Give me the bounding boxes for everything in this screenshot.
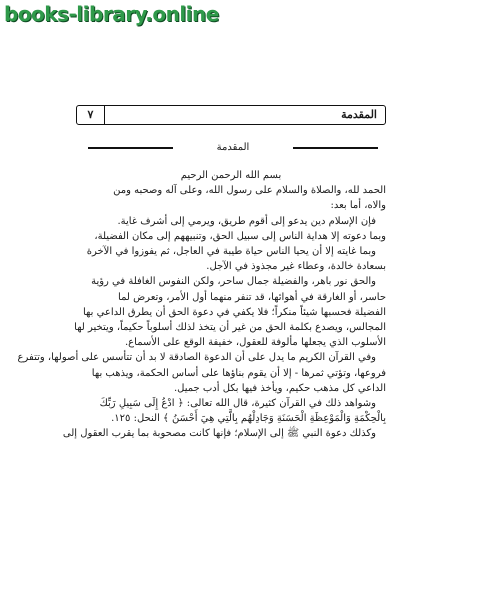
text-line: وبما دعوته إلا هداية الناس إلى سبيل الحق، وتنبيههم إلى مكان الفضيلة، bbox=[94, 230, 386, 242]
section-title: المقدمة bbox=[216, 142, 250, 153]
text-line: وكذلك دعوة النبي ﷺ إلى الإسلام؛ فإنها كانت مصحوبة بما يقرب العقول إلى bbox=[62, 428, 376, 440]
text-line: المجالس، ويصدع بكلمة الحق من غير أن يتخذ لذلك أسلوباً حكيماً، ويتخير لها bbox=[74, 322, 386, 334]
text-line: بسعادة خالدة، وعطاء غير مجذوذ في الآجل. bbox=[206, 261, 386, 273]
text-line: فإن الإسلام دين يدعو إلى أقوم طريق، ويرمي إلى أشرف غاية. bbox=[117, 215, 376, 227]
text-line: الحمد لله، والصلاة والسلام على رسول الله، وعلى آله وصحبه ومن bbox=[113, 185, 386, 197]
text-line: الأسلوب الذي يجعلها مألوفة للعقول، خفيفة الوقع على الأسماع. bbox=[125, 337, 386, 349]
text-line: والحق نور باهر، والفضيلة جمال ساحر، ولكن النفوس الغافلة في رؤية bbox=[91, 276, 376, 288]
section-heading bbox=[88, 141, 378, 155]
text-line: فروعها، وتؤتي ثمرها - إلا أن يقوم بناؤها على أساس الحكمة، ويذهب بها bbox=[91, 367, 386, 379]
body-text bbox=[17, 168, 386, 442]
basmala-line: بسم الله الرحمن الرحيم bbox=[180, 170, 282, 181]
page-number: ٧ bbox=[77, 106, 105, 124]
page-header bbox=[76, 105, 386, 125]
text-line: وشواهد ذلك في القرآن كثيرة، قال الله تعالى: ﴿ ادْعُ إِلَى سَبِيلِ رَبِّكَ bbox=[99, 398, 376, 410]
text-line: والاه، أما بعد: bbox=[330, 200, 386, 212]
text-line: حاسر، أو الغارقة في أهوائها، قد تنفر منهما أول الأمر، وتعرض لما bbox=[118, 291, 386, 303]
text-line: الداعي كل مذهب حكيم، ويأخذ فيها بكل أدب جميل. bbox=[173, 382, 386, 394]
text-line: الفضيلة فحسبها شيئاً منكراً؛ فلا يكفي في دعوة الحق أن يطرق الداعي بها bbox=[82, 306, 386, 318]
watermark-logo: books-library.online bbox=[4, 2, 219, 26]
running-header-title: المقدمة bbox=[341, 108, 377, 121]
text-line: وبما غايته إلا أن يحيا الناس حياة طيبة في العاجل، ثم يفوزوا في الآخرة bbox=[86, 246, 376, 258]
text-line: بِالْحِكْمَةِ وَالْمَوْعِظَةِ الْحَسَنَةِ وَجَادِلْهُم بِالَّتِي هِيَ أَحْسَنُ ﴾ النحل: ١٢٥. bbox=[111, 413, 386, 425]
text-line: وفي القرآن الكريم ما يدل على أن الدعوة الصادقة لا بد أن تتأسس على أصولها، وتتفرع bbox=[17, 352, 376, 364]
divider-rule-right bbox=[293, 147, 378, 149]
